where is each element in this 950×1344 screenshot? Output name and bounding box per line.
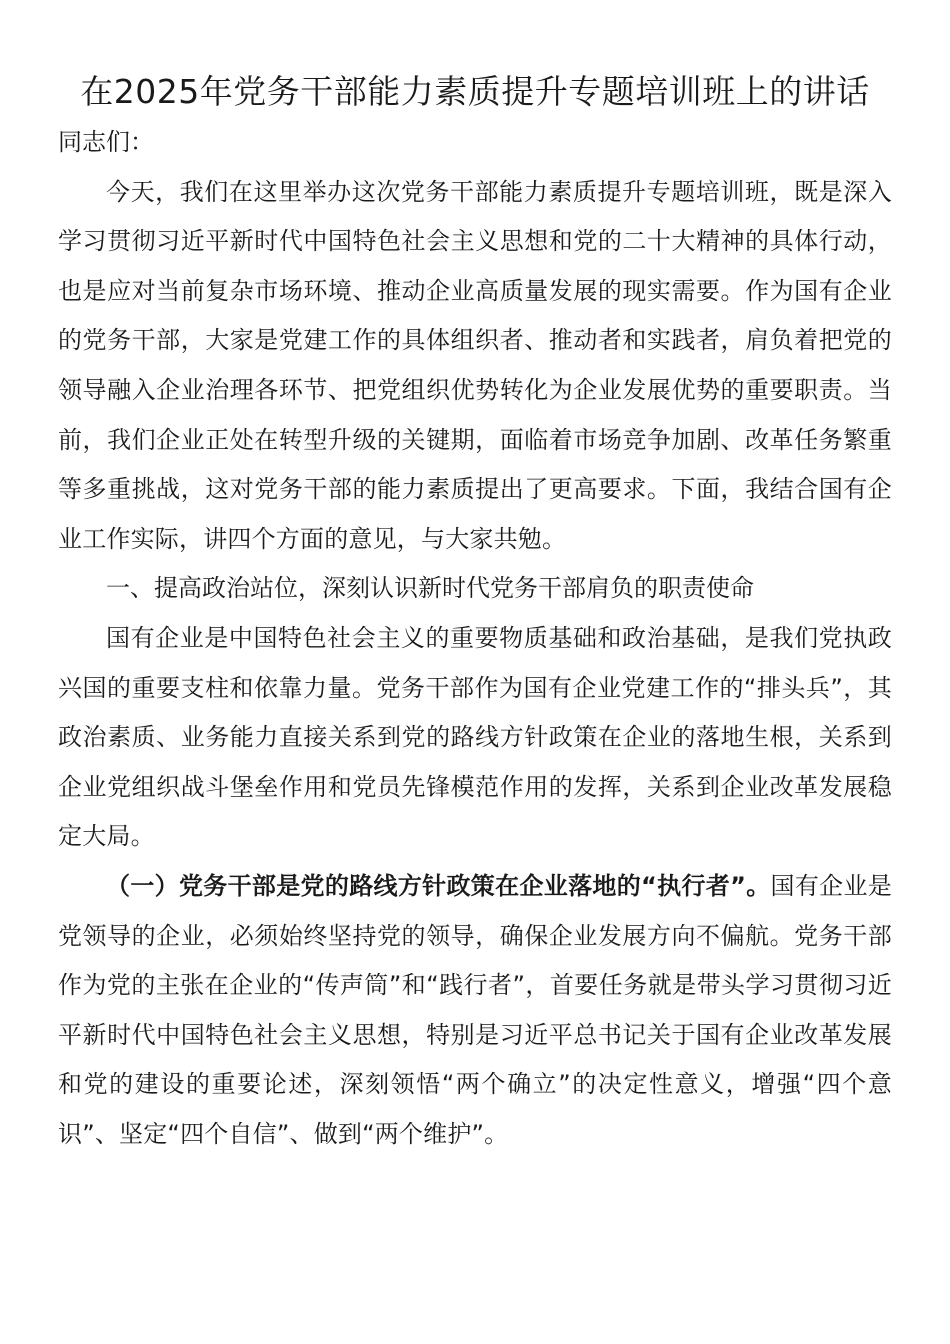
document-page (58, 66, 892, 1159)
paragraph-intro: 今天，我们在这里举办这次党务干部能力素质提升专题培训班，既是深入学习贯彻习近平新时代中国特色社会主义思想和党的二十大精神的具体行动，也是应对当前复杂市场环境、推动企业高质量发展的现实需要。作为国有企业的党务干部，大家是党建工作的具体组织者、推动者和实践者，肩负着把党的领导融入企业治理各环节、把党组织优势转化为企业发展优势的重要职责。当前，我们企业正处在转型升级的关键期，面临着市场竞争加剧、改革任务繁重等多重挑战，这对党务干部的能力素质提出了更高要求。下面，我结合国有企业工作实际，讲四个方面的意见，与大家共勉。 (58, 177, 892, 553)
subsection-text: 国有企业是党领导的企业，必须始终坚持党的领导，确保企业发展方向不偏航。党务干部作为党的主张在企业的“传声筒”和“践行者”，首要任务就是带头学习贯彻习近平新时代中国特色社会主义思想，特别是习近平总书记关于国有企业改革发展和党的建设的重要论述，深刻领悟“两个确立”的决定性意义，增强“四个意识”、坚定“四个自信”、做到“两个维护”。 (58, 871, 892, 1148)
paragraph-subsection-1 (58, 862, 892, 1160)
salutation: 同志们： (58, 128, 154, 156)
subsection-lead: （一）党务干部是党的路线方针政策在企业落地的“执行者”。 (106, 871, 771, 900)
section-heading-1: 一、提高政治站位，深刻认识新时代党务干部肩负的职责使命 (106, 574, 754, 603)
document-title: 在2025年党务干部能力素质提升专题培训班上的讲话 (80, 72, 870, 111)
paragraph-section-1: 国有企业是中国特色社会主义的重要物质基础和政治基础，是我们党执政兴国的重要支柱和依靠力量。党务干部作为国有企业党建工作的“排头兵”，其政治素质、业务能力直接关系到党的路线方针政策在企业的落地生根，关系到企业党组织战斗堡垒作用和党员先锋模范作用的发挥，关系到企业改革发展稳定大局。 (58, 623, 892, 851)
